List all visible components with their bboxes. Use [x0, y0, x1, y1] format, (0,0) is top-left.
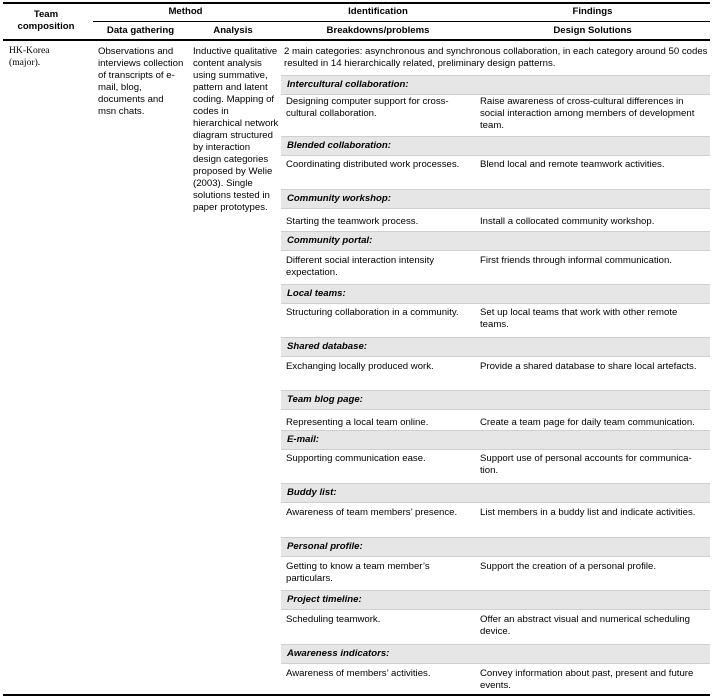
- data-gathering-cell: Observations and interviews collection of transcripts of e-mail, blog, documents and msn chats.: [98, 46, 184, 117]
- problem-text: Designing computer support for cross-cultural collaboration.: [286, 96, 449, 119]
- problem-text: Awareness of members’ activities.: [286, 668, 431, 679]
- table-bottom-rule: [3, 694, 710, 696]
- category-header-project-timeline: [281, 591, 710, 609]
- header-team-composition: Team composition: [17, 9, 75, 32]
- problem-text: Getting to know a team member’s particulars.: [286, 561, 430, 584]
- category-header-e-mail: [281, 431, 710, 449]
- category-label: Community workshop:: [287, 193, 391, 204]
- problem-text: Awareness of team members’ presence.: [286, 507, 458, 518]
- category-separator: [281, 356, 710, 357]
- category-separator: [281, 155, 710, 156]
- solution-text: Provide a shared database to share local artefacts.: [480, 361, 697, 372]
- category-separator: [281, 663, 710, 664]
- category-header-community-portal: [281, 232, 710, 250]
- header-design-solutions: Design Solutions: [553, 25, 632, 36]
- solution-text: Set up local teams that work with other remote teams.: [480, 307, 678, 330]
- category-separator: [281, 609, 710, 610]
- solution-text: List members in a buddy list and indicate activities.: [480, 507, 696, 518]
- category-label: Buddy list:: [287, 487, 337, 498]
- category-label: Shared database:: [287, 341, 367, 352]
- category-label: Intercultural collaboration:: [287, 79, 409, 90]
- header-breakdowns: Breakdowns/problems: [326, 25, 430, 36]
- category-label: Local teams:: [287, 288, 346, 299]
- solution-text: Offer an abstract visual and numerical scheduling device.: [480, 614, 690, 637]
- team-cell: HK-Korea (major).: [9, 45, 50, 68]
- category-header-buddy-list: [281, 484, 710, 502]
- problem-text: Scheduling teamwork.: [286, 614, 381, 625]
- problem-text: Supporting communication ease.: [286, 453, 426, 464]
- category-header-community-workshop: [281, 190, 710, 208]
- category-separator: [281, 303, 710, 304]
- problem-text: Representing a local team online.: [286, 417, 429, 428]
- category-separator: [281, 502, 710, 503]
- category-separator: [281, 409, 710, 410]
- header-bottom-rule: [3, 39, 710, 41]
- problem-text: Different social interaction intensity expectation.: [286, 255, 435, 278]
- category-separator: [281, 250, 710, 251]
- solution-text: Support the creation of a personal profile.: [480, 561, 656, 572]
- solution-text: Support use of personal accounts for communica-tion.: [480, 453, 692, 476]
- solution-text: Blend local and remote teamwork activities.: [480, 159, 665, 170]
- header-method: Method: [168, 6, 203, 17]
- solution-text: Install a collocated community workshop.: [480, 216, 655, 227]
- problem-text: Exchanging locally produced work.: [286, 361, 434, 372]
- category-label: Personal profile:: [287, 541, 363, 552]
- category-header-team-blog-page: [281, 391, 710, 409]
- category-header-local-teams: [281, 285, 710, 303]
- intro-text: 2 main categories: asynchronous and synchronous collaboration, in each category around 50 codes resulted in 14 hierarchically related, preliminary design patterns.: [284, 46, 708, 69]
- category-header-shared-database: [281, 338, 710, 356]
- category-separator: [281, 556, 710, 557]
- solution-text: First friends through informal communication.: [480, 255, 672, 266]
- header-analysis: Analysis: [213, 25, 253, 36]
- solution-text: Convey information about past, present and future events.: [480, 668, 694, 691]
- category-label: Blended collaboration:: [287, 140, 391, 151]
- solution-text: Raise awareness of cross-cultural differences in social interaction among members of development team.: [480, 96, 695, 131]
- category-header-intercultural-collaboration: [281, 76, 710, 94]
- category-separator: [281, 208, 710, 209]
- header-identification: Identification: [348, 6, 408, 17]
- category-label: Team blog page:: [287, 394, 363, 405]
- analysis-cell: Inductive qualitative content analysis using summative, pattern and latent coding. Mapping of codes in hierarchical network diagram structured by interaction design categories proposed by Welie (2003). Single solutions tested in paper prototypes.: [193, 46, 279, 213]
- category-label: Awareness indicators:: [287, 648, 390, 659]
- category-label: Project timeline:: [287, 594, 362, 605]
- problem-text: Coordinating distributed work processes.: [286, 159, 460, 170]
- category-separator: [281, 449, 710, 450]
- category-header-blended-collaboration: [281, 137, 710, 155]
- problem-text: Starting the teamwork process.: [286, 216, 419, 227]
- category-label: E-mail:: [287, 434, 319, 445]
- category-separator: [281, 94, 710, 95]
- header-findings: Findings: [572, 6, 613, 17]
- table: [3, 0, 710, 698]
- problem-text: Structuring collaboration in a community.: [286, 307, 459, 318]
- category-header-personal-profile: [281, 538, 710, 556]
- category-header-awareness-indicators: [281, 645, 710, 663]
- solution-text: Create a team page for daily team communication.: [480, 417, 695, 428]
- table-top-rule: [3, 2, 710, 4]
- header-group-rule: [93, 21, 710, 22]
- category-label: Community portal:: [287, 235, 373, 246]
- header-data-gathering: Data gathering: [106, 25, 175, 36]
